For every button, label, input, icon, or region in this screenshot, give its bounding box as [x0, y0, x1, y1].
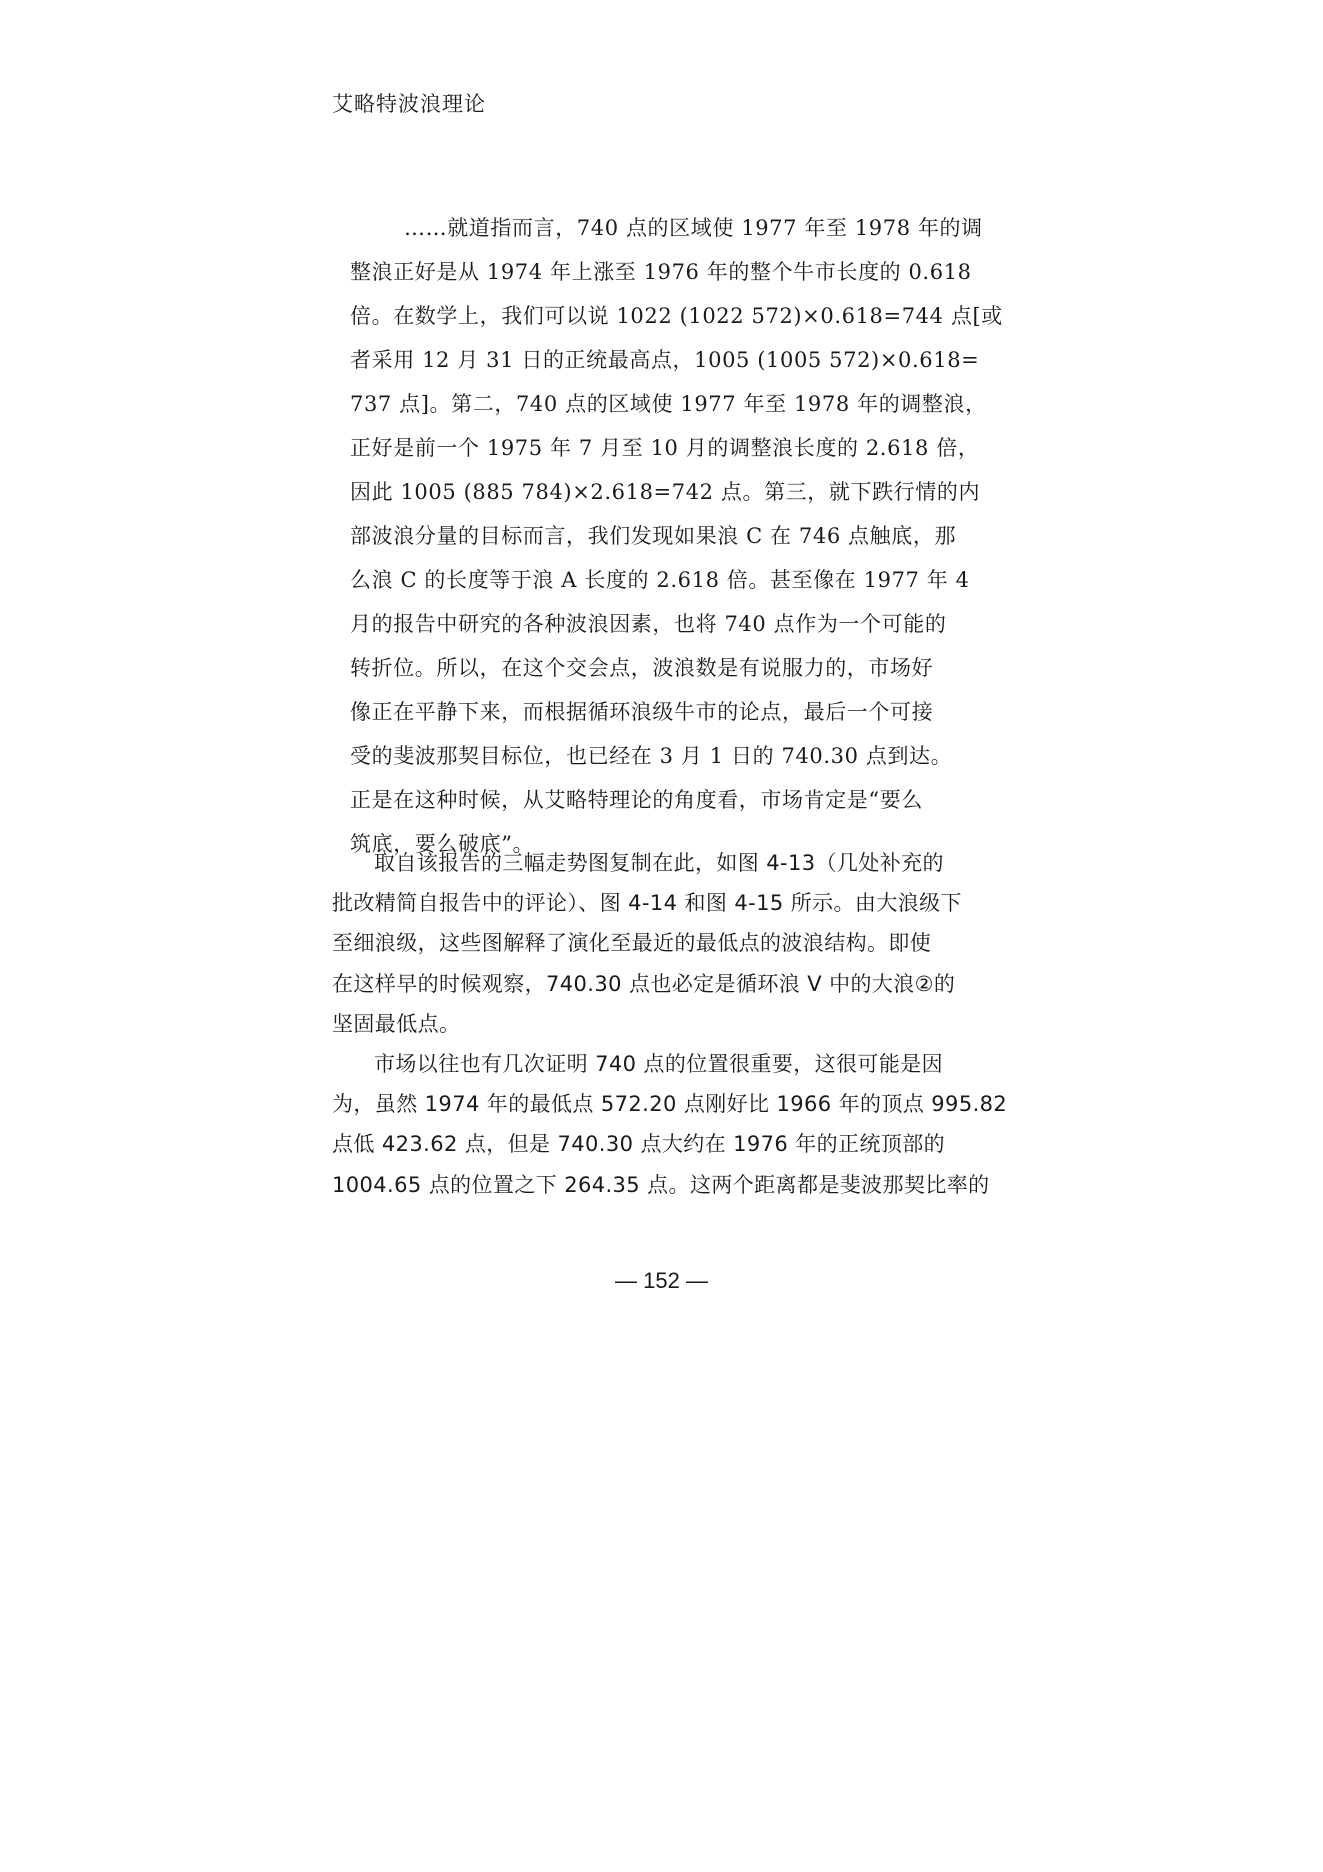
quote-line: 倍。在数学上，我们可以说 1022 (1022 572)×0.618=744 点[或	[350, 304, 1003, 328]
page-number: — 152 —	[615, 1268, 708, 1293]
body-paragraphs	[332, 843, 1008, 1205]
paragraph-line: 在这样早的时候观察，740.30 点也必定是循环浪 V 中的大浪②的	[332, 971, 956, 996]
block-quote	[350, 206, 1003, 866]
paragraph-line: 取自该报告的三幅走势图复制在此，如图 4-13（几处补充的	[374, 851, 944, 875]
paragraph-line: 市场以往也有几次证明 740 点的位置很重要，这很可能是因	[374, 1051, 944, 1076]
quote-line: 737 点]。第二，740 点的区域使 1977 年至 1978 年的调整浪，	[350, 392, 987, 416]
paragraph-line: 点低 423.62 点，但是 740.30 点大约在 1976 年的正统顶部的	[332, 1132, 946, 1157]
paragraph-line: 至细浪级，这些图解释了演化至最近的最低点的波浪结构。即使	[332, 931, 932, 956]
quote-line: 部波浪分量的目标而言，我们发现如果浪 C 在 746 点触底，那	[350, 524, 957, 548]
quote-line: 筑底，要么破底”。	[350, 832, 535, 856]
paragraph-line: 1004.65 点的位置之下 264.35 点。这两个距离都是斐波那契比率的	[332, 1172, 990, 1197]
quote-line: 因此 1005 (885 784)×2.618=742 点。第三，就下跌行情的内	[350, 480, 981, 504]
quote-line: 者采用 12 月 31 日的正统最高点，1005 (1005 572)×0.618=	[350, 348, 980, 372]
quote-line: 正是在这种时候，从艾略特理论的角度看，市场肯定是“要么	[350, 788, 923, 812]
paragraph-line: 为，虽然 1974 年的最低点 572.20 点刚好比 1966 年的顶点 995.82	[332, 1092, 1008, 1117]
running-head-title: 艾略特波浪理论	[332, 92, 486, 116]
quote-line: 受的斐波那契目标位，也已经在 3 月 1 日的 740.30 点到达。	[350, 744, 953, 768]
paragraph-line: 坚固最低点。	[332, 1011, 461, 1036]
quote-line: 整浪正好是从 1974 年上涨至 1976 年的整个牛市长度的 0.618	[350, 260, 972, 284]
quote-line: 么浪 C 的长度等于浪 A 长度的 2.618 倍。甚至像在 1977 年 4	[350, 568, 970, 592]
quote-line: ……就道指而言，740 点的区域使 1977 年至 1978 年的调	[404, 216, 983, 240]
quote-line: 转折位。所以，在这个交会点，波浪数是有说服力的，市场好	[350, 656, 934, 680]
quote-line: 月的报告中研究的各种波浪因素，也将 740 点作为一个可能的	[350, 612, 947, 636]
quote-line: 正好是前一个 1975 年 7 月至 10 月的调整浪长度的 2.618 倍，	[350, 436, 980, 460]
paragraph-line: 批改精简自报告中的评论）、图 4-14 和图 4-15 所示。由大浪级下	[332, 891, 962, 916]
quote-line: 像正在平静下来，而根据循环浪级牛市的论点，最后一个可接	[350, 700, 934, 724]
